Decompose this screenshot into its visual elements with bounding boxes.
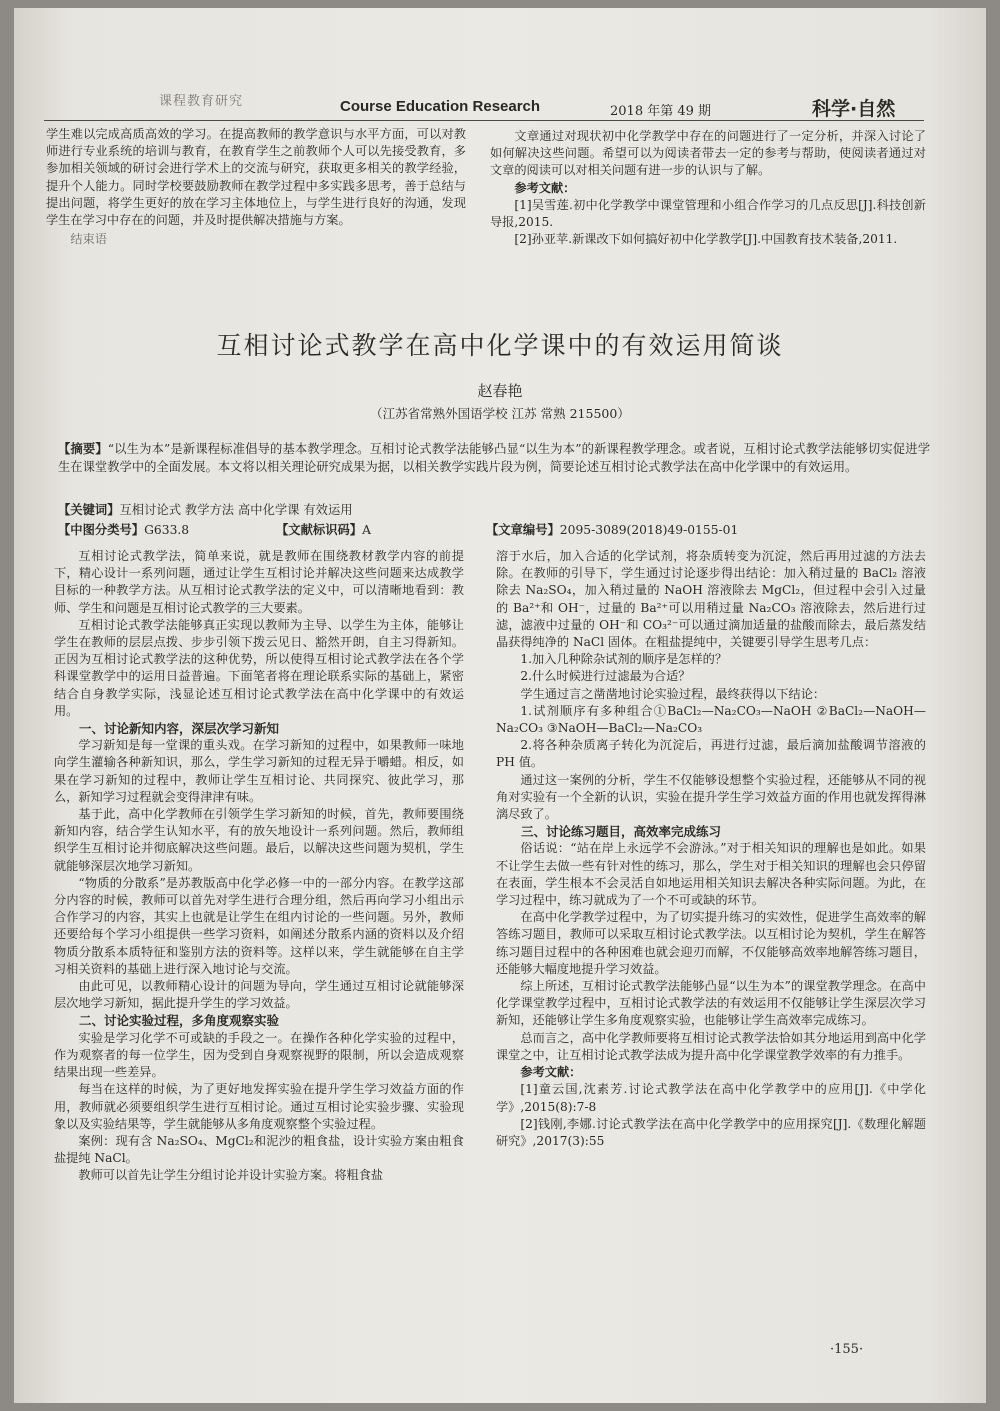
- prev-refs-title: 参考文献：: [514, 180, 576, 195]
- journal-page: [14, 8, 986, 1403]
- right-paragraph: 1.加入几种除杂试剂的顺序是怎样的？: [520, 652, 728, 667]
- right-section-heading: 三、讨论练习题目，高效率完成练习: [521, 824, 722, 840]
- article-title: 互相讨论式教学在高中化学课中的有效运用简谈: [216, 331, 784, 360]
- left-paragraph: 互相讨论式教学法，简单来说，就是教师在围绕教材教学内容的前提下，精心设计一系列问题，通过让学生互相讨论并解决这些问题来达成教学目标的一种教学方法。从互相讨论式教学法的定义中，可以清晰地看到：教师、学生和问题是互相讨论式教学的三大要素。: [54, 549, 464, 615]
- article-label: 【文章编号】: [486, 522, 560, 537]
- journal-name-cn: 课程教育研究: [159, 94, 244, 109]
- article-value: 2095-3089(2018)49-0155-01: [559, 523, 739, 537]
- left-section-heading: 一、讨论新知内容，深层次学习新知: [79, 721, 280, 737]
- keywords-text: 互相讨论式 教学方法 高中化学课 有效运用: [119, 503, 353, 517]
- prev-right-para: 文章通过对现状初中化学教学中存在的问题进行了一定分析，并深入讨论了如何解决这些问题。希望可以为阅读者带去一定的参考与帮助，使阅读者通过对文章的阅读可以对相关问题有进一步的认识与了解。: [490, 129, 926, 178]
- right-paragraph: 综上所述，互相讨论式教学法能够凸显“以生为本”的课堂教学理念。在高中化学课堂教学过程中，互相讨论式教学法的有效运用不仅能够让学生深层次学习新知，还能够让学生多角度观察实验，也能够让学生高效率完成练习。: [496, 979, 926, 1028]
- conclusion-heading: 结束语: [70, 232, 107, 247]
- right-paragraph: 1.试剂顺序有多种组合①BaCl₂—Na₂CO₃—NaOH ②BaCl₂—NaOH—Na₂CO₃ ③NaOH—BaCl₂—Na₂CO₃: [496, 703, 926, 736]
- right-references-title: 参考文献：: [520, 1065, 582, 1080]
- left-paragraph: 由此可见，以教师精心设计的问题为导向，学生通过互相讨论就能够深层次地学习新知，据此提升学生的学习效益。: [54, 979, 464, 1011]
- prev-article-right: [490, 128, 926, 248]
- page-number: ·155·: [830, 1342, 864, 1357]
- right-paragraph: 学生通过言之凿凿地讨论实验过程，最终获得以下结论：: [520, 686, 826, 701]
- right-paragraph: 俗话说：“站在岸上永远学不会游泳。”对于相关知识的理解也是如此。如果不让学生去做一些有针对性的练习，那么，学生对于相关知识的理解也会只停留在表面，学生根本不会灵活自如地运用相关知识去解决各种实际问题。为此，在学习过程中，练习就成为了一个不可或缺的环节。: [496, 841, 926, 908]
- author-affiliation: （江苏省常熟外国语学校 江苏 常熟 215500）: [370, 406, 630, 421]
- class-label: 【中图分类号】: [58, 522, 145, 537]
- prev-ref-1: [1]吴雪莲.初中化学教学中课堂管理和小组合作学习的几点反思[J].科技创新导报,2015.: [490, 197, 926, 230]
- header-rule: [44, 120, 924, 121]
- prev-article-left: [46, 126, 466, 248]
- classification-number: [58, 520, 189, 538]
- right-paragraph: 在高中化学教学过程中，为了切实提升练习的实效性，促进学生高效率的解答练习题目，教师可以采取互相讨论式教学法。以互相讨论为契机，学生在解答练习题目过程中的各种困难也就会迎刃而解，不仅能够高效率地解答练习题目，还能够大幅度地提升学习效益。: [496, 910, 926, 976]
- left-paragraph: 学习新知是每一堂课的重头戏。在学习新知的过程中，如果教师一味地向学生灌输各种新知识，那么，学生学习新知的过程无异于嚼蜡。相反，如果在学习新知的过程中，教师让学生互相讨论、共同探究、彼此学习，那么，新知学习过程就会变得津津有味。: [54, 738, 464, 804]
- right-paragraph: [2]钱刚,李娜.讨论式教学法在高中化学教学中的应用探究[J].《数理化解题研究》,2017(3):55: [496, 1116, 926, 1148]
- left-paragraph: 实验是学习化学不可或缺的手段之一。在操作各种化学实验的过程中，作为观察者的每一位学生，因为受到自身观察视野的限制，所以会造成观察结果出现一些差异。: [54, 1030, 464, 1080]
- left-paragraph: 基于此，高中化学教师在引领学生学习新知的时候，首先，教师要围绕新知内容，结合学生认知水平，有的放矢地设计一系列问题。然后，教师组织学生互相讨论并彻底解决这些问题。最后，以解决这些问题为契机，学生就能够深层次地学习新知。: [54, 807, 464, 873]
- right-paragraph: [1]童云国,沈素芳.讨论式教学法在高中化学教学中的应用[J].《中学化学》,2015(8):7-8: [496, 1082, 926, 1114]
- keywords-label: 【关键词】: [58, 502, 120, 517]
- prev-ref-2: [2]孙亚苹.新课改下如何搞好初中化学教学[J].中国教育技术装备,2011.: [514, 232, 898, 247]
- section-category: 科学·自然: [812, 98, 896, 120]
- right-paragraph: 总而言之，高中化学教师要将互相讨论式教学法恰如其分地运用到高中化学课堂之中，让互相讨论式教学法成为提升高中化学课堂教学效率的有力推手。: [496, 1030, 926, 1062]
- body-right-column: [496, 548, 926, 1150]
- abstract-label: 【摘要】: [58, 441, 108, 456]
- left-section-heading: 二、讨论实验过程，多角度观察实验: [79, 1013, 280, 1029]
- body-left-column: [54, 548, 464, 1185]
- article-number: [486, 520, 738, 538]
- journal-name-en: Course Education Research: [340, 98, 541, 115]
- abstract: [58, 440, 930, 476]
- class-value: G633.8: [144, 523, 190, 537]
- keywords: [58, 500, 930, 518]
- document-code: [276, 520, 371, 538]
- abstract-text: “以生为本”是新课程标准倡导的基本教学理念。互相讨论式教学法能够凸显“以生为本”的新课程教学理念。或者说，互相讨论式教学法能够切实促进学生在课堂教学中的全面发展。本文将以相关理论研究成果为据，以相关教学实践片段为例，简要论述互相讨论式教学法在高中化学课中的有效运用。: [58, 442, 930, 474]
- left-paragraph: 互相讨论式教学法能够真正实现以教师为主导、以学生为主体，能够让学生在教师的层层点拨、步步引领下拨云见日、豁然开朗，自主习得新知。正因为互相讨论式教学法的这种优势，所以使得互相讨论式教学法在各个学科课堂教学中的运用日益普遍。下面笔者将在理论联系实际的基础上，紧密结合自身教学实际，浅显论述互相讨论式教学法在高中化学课中的有效运用。: [54, 617, 464, 718]
- doc-value: A: [362, 523, 371, 537]
- left-paragraph: 每当在这样的时候，为了更好地发挥实验在提升学生学习效益方面的作用，教师就必须要组织学生进行互相讨论。通过互相讨论实验步骤、实验现象以及实验结果等，学生就能够从多角度观察整个实验过程。: [54, 1082, 464, 1131]
- right-paragraph: 2.将各种杂质离子转化为沉淀后，再进行过滤，最后滴加盐酸调节溶液的 PH 值。: [496, 738, 926, 770]
- left-paragraph: “物质的分散系”是苏教版高中化学必修一中的一部分内容。在教学这部分内容的时候，教师可以首先对学生进行合理分组，然后再向学习小组出示合作学习的内容，其实上也就是让学生在组内讨论的一些问题。另外，教师还要给每个学习小组提供一些学习资料，如阐述分散系内涵的资料以及介绍物质分散系本质特征和鉴别方法的资料等。这样以来，学生就能够在自主学习相关资料的基础上进行深入地讨论与交流。: [54, 875, 464, 976]
- right-paragraph: 溶于水后，加入合适的化学试剂，将杂质转变为沉淀，然后再用过滤的方法去除。在教师的引导下，学生通过讨论逐步得出结论：加入稍过量的 BaCl₂ 溶液除去 Na₂SO₄，加入稍过量的 NaOH 溶液除去 MgCl₂，但过程中会引入过量的 Ba²⁺和 OH⁻，过量的 Ba²⁺可以用稍过量 Na₂CO₃ 溶液除去，然后进行过滤，滤液中过量的 OH⁻和 CO₃²⁻可以通过滴加适量的盐酸而除去，最后蒸发结晶获得纯净的 NaCl 固体。在粗盐提纯中，关键要引导学生思考几点：: [496, 549, 926, 650]
- prev-left-para: 学生难以完成高质高效的学习。在提高教师的教学意识与水平方面，可以对教师进行专业系统的培训与教育，在教育学生之前教师个人可以先接受教育，多参加相关领域的研讨会进行学术上的交流与研究，获取更多相关的教学经验，提升个人能力。同时学校要鼓励教师在教学过程中多实践多思考，善于总结与提出问题，将学生更好的放在学习主体地位上，与学生进行良好的沟通，发现学生在学习中存在的问题，并及时提供解决措施与方案。: [46, 127, 466, 228]
- right-paragraph: 2.什么时候进行过滤最为合适？: [520, 669, 691, 684]
- issue-label: 2018 年第 49 期: [610, 104, 712, 119]
- article-author: 赵春艳: [477, 382, 523, 400]
- doc-label: 【文献标识码】: [276, 522, 363, 537]
- right-paragraph: 通过这一案例的分析，学生不仅能够设想整个实验过程，还能够从不同的视角对实验有一个全新的认识，实验在提升学生学习效益方面的作用也就发挥得淋漓尽致了。: [496, 772, 926, 822]
- left-paragraph: 案例：现有含 Na₂SO₄、MgCl₂和泥沙的粗食盐，设计实验方案由粗食盐提纯 NaCl。: [54, 1133, 464, 1166]
- left-paragraph: 教师可以首先让学生分组讨论并设计实验方案。将粗食盐: [78, 1168, 384, 1183]
